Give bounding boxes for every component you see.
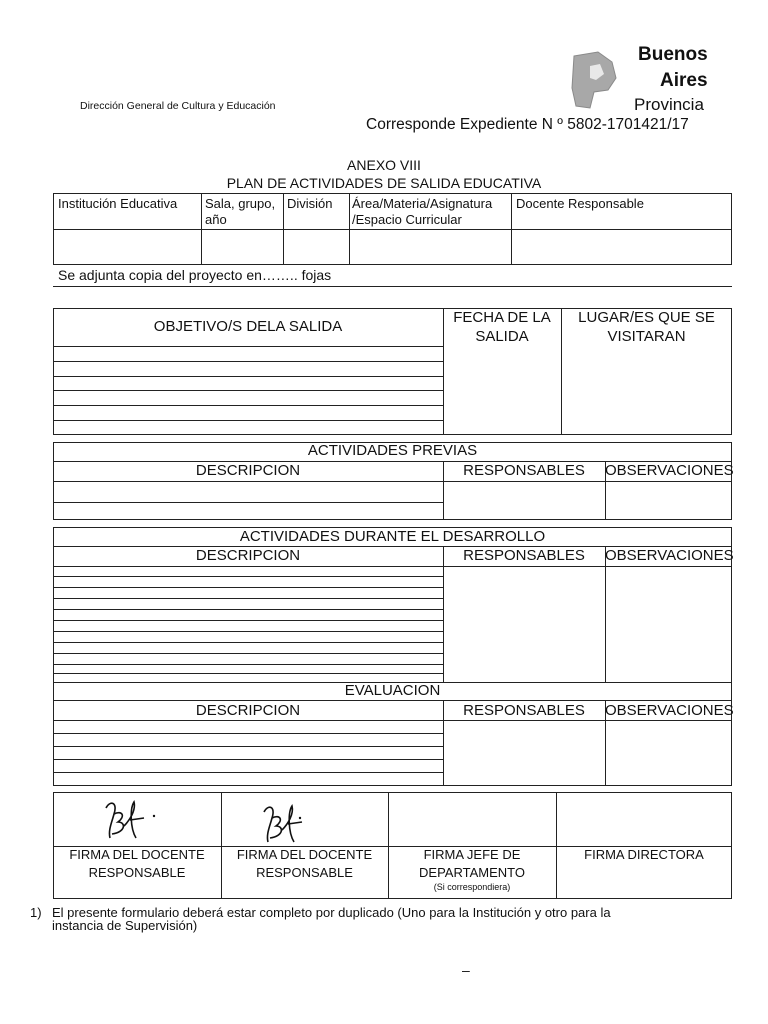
- previas-title: ACTIVIDADES PREVIAS: [307, 442, 478, 459]
- footnote-line2: instancia de Supervisión): [52, 918, 198, 933]
- durante-desc: DESCRIPCION: [195, 547, 301, 564]
- previas-desc: DESCRIPCION: [195, 462, 301, 479]
- col-sala-2: año: [205, 212, 227, 227]
- lugares-header-2: VISITARAN: [607, 328, 686, 345]
- footnote-line1: El presente formulario deberá estar completo por duplicado (Uno para la Institución y otro para la: [52, 905, 611, 920]
- col-division: División: [287, 196, 333, 211]
- evaluacion-desc: DESCRIPCION: [195, 702, 301, 719]
- durante-resp: RESPONSABLES: [463, 547, 585, 564]
- previas-resp: RESPONSABLES: [463, 462, 585, 479]
- signature-1-icon: [96, 796, 166, 846]
- evaluacion-resp: RESPONSABLES: [463, 702, 585, 719]
- col-docente: Docente Responsable: [516, 196, 644, 211]
- previas-obs: OBSERVACIONES: [605, 462, 734, 479]
- provincia-label: Provincia: [634, 95, 704, 114]
- firma-3-line3: (Si correspondiera): [433, 882, 511, 892]
- direccion-label: Dirección General de Cultura y Educación: [80, 100, 276, 112]
- col-sala-1: Sala, grupo,: [205, 196, 276, 211]
- logo-word-buenos: Buenos: [638, 44, 708, 65]
- col-area-1: Área/Materia/Asignatura: [352, 196, 493, 211]
- page-mark: –: [462, 962, 470, 978]
- fecha-header-2: SALIDA: [475, 328, 529, 345]
- objetivos-header: OBJETIVO/S DELA SALIDA: [153, 318, 343, 335]
- evaluacion-title: EVALUACION: [344, 682, 441, 699]
- firma-2-line2: RESPONSABLE: [256, 865, 353, 880]
- signature-2-icon: [254, 800, 324, 848]
- plan-title: PLAN DE ACTIVIDADES DE SALIDA EDUCATIVA: [226, 175, 542, 191]
- lugares-header-1: LUGAR/ES QUE SE: [578, 309, 715, 326]
- firma-1-line2: RESPONSABLE: [88, 865, 186, 880]
- evaluacion-obs: OBSERVACIONES: [605, 702, 734, 719]
- firma-2-line1: FIRMA DEL DOCENTE: [236, 847, 373, 862]
- firma-4-line1: FIRMA DIRECTORA: [584, 847, 704, 862]
- fecha-header-1: FECHA DE LA: [453, 309, 551, 326]
- anexo-title: ANEXO VIII: [347, 157, 421, 173]
- province-logo-icon: [568, 48, 620, 110]
- firma-3-line2: DEPARTAMENTO: [419, 865, 525, 880]
- firma-1-line1: FIRMA DEL DOCENTE: [69, 847, 205, 862]
- logo-word-aires: Aires: [660, 70, 708, 91]
- col-institucion: Institución Educativa: [58, 196, 178, 211]
- footnote-number: 1): [30, 905, 42, 920]
- firma-3-line1: FIRMA JEFE DE: [423, 847, 521, 862]
- durante-title: ACTIVIDADES DURANTE EL DESARROLLO: [239, 528, 546, 545]
- expediente-label: Corresponde Expediente N º 5802-1701421/17: [366, 116, 689, 133]
- durante-obs: OBSERVACIONES: [605, 547, 734, 564]
- adjunta-text: Se adjunta copia del proyecto en…….. fojas: [58, 267, 332, 283]
- col-area-2: /Espacio Curricular: [352, 212, 462, 227]
